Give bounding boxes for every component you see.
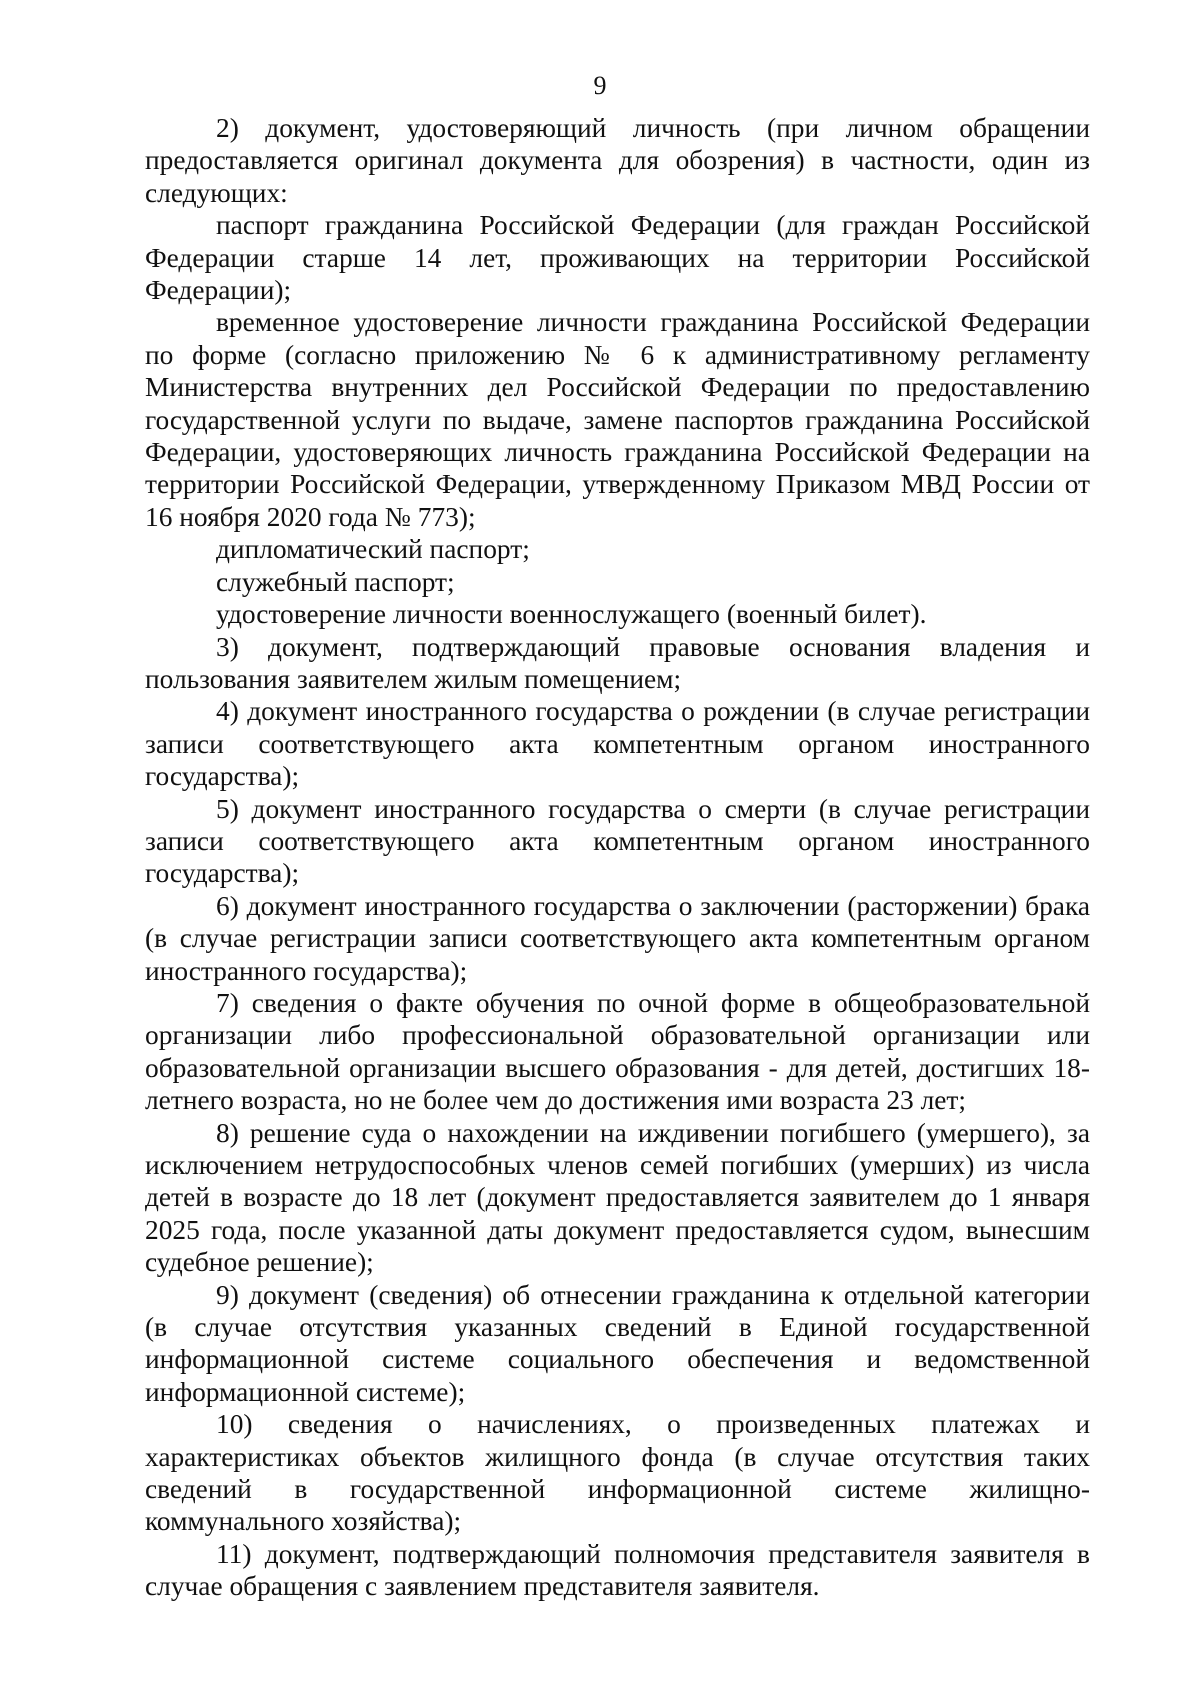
- document-body: [145, 112, 1090, 1603]
- paragraph-court-decision: 8) решение суда о нахождении на иждивении погибшего (умершего), за исключением нетрудоспособных членов семей погибших (умерших) из числа детей в возрасте до 18 лет (документ предоставляется заявителем до 1 января 2025 года, после указанной даты документ предоставляется судом, вынесшим судебное решение);: [145, 1117, 1090, 1278]
- paragraph-category: 9) документ (сведения) об отнесении гражданина к отдельной категории (в случае отсутствия указанных сведений в Единой государственной информационной системе социального обеспечения и ведомственной информационной системе);: [145, 1279, 1090, 1407]
- paragraph-service-passport: служебный паспорт;: [216, 566, 455, 597]
- paragraph-payments: 10) сведения о начислениях, о произведенных платежах и характеристиках объектов жилищного фонда (в случае отсутствия таких сведений в государственной информационной системе жилищно-коммунального хозяйства);: [145, 1409, 1090, 1537]
- paragraph-identity-document: 2) документ, удостоверяющий личность (при личном обращении предоставляется оригинал документа для обозрения) в частности, один из следующих:: [145, 113, 1090, 208]
- paragraph-foreign-marriage: 6) документ иностранного государства о заключении (расторжении) брака (в случае регистрации записи соответствующего акта компетентным органом иностранного государства);: [145, 890, 1090, 986]
- paragraph-military-id: удостоверение личности военнослужащего (военный билет).: [216, 599, 927, 630]
- paragraph-diplomatic-passport: дипломатический паспорт;: [216, 534, 530, 565]
- paragraph-temporary-id: временное удостоверение личности гражданина Российской Федерации по форме (согласно приложению № 6 к административному регламенту Министерства внутренних дел Российской Федерации по предоставлению государственной услуги по выдаче, замене паспортов гражданина Российской Федерации, удостоверяющих личность гражданина Российской Федерации на территории Российской Федерации, утвержденному Приказом МВД России от 16 ноября 2020 года № 773);: [145, 307, 1090, 532]
- paragraph-representative: 11) документ, подтверждающий полномочия представителя заявителя в случае обращения с заявлением представителя заявителя.: [145, 1538, 1090, 1602]
- paragraph-education: 7) сведения о факте обучения по очной форме в общеобразовательной организации либо профессиональной образовательной организации или образовательной организации высшего образования - для детей, достигших 18-летнего возраста, но не более чем до достижения ими возраста 23 лет;: [145, 987, 1090, 1116]
- page-number: 9: [593, 71, 607, 100]
- paragraph-passport: паспорт гражданина Российской Федерации (для граждан Российской Федерации старше 14 лет, проживающих на территории Российской Федерации);: [145, 210, 1090, 306]
- paragraph-foreign-death: 5) документ иностранного государства о смерти (в случае регистрации записи соответствующего акта компетентным органом иностранного государства);: [145, 793, 1090, 889]
- paragraph-housing-rights: 3) документ, подтверждающий правовые основания владения и пользования заявителем жилым помещением;: [145, 631, 1090, 694]
- paragraph-foreign-birth: 4) документ иностранного государства о рождении (в случае регистрации записи соответствующего акта компетентным органом иностранного государства);: [145, 696, 1090, 792]
